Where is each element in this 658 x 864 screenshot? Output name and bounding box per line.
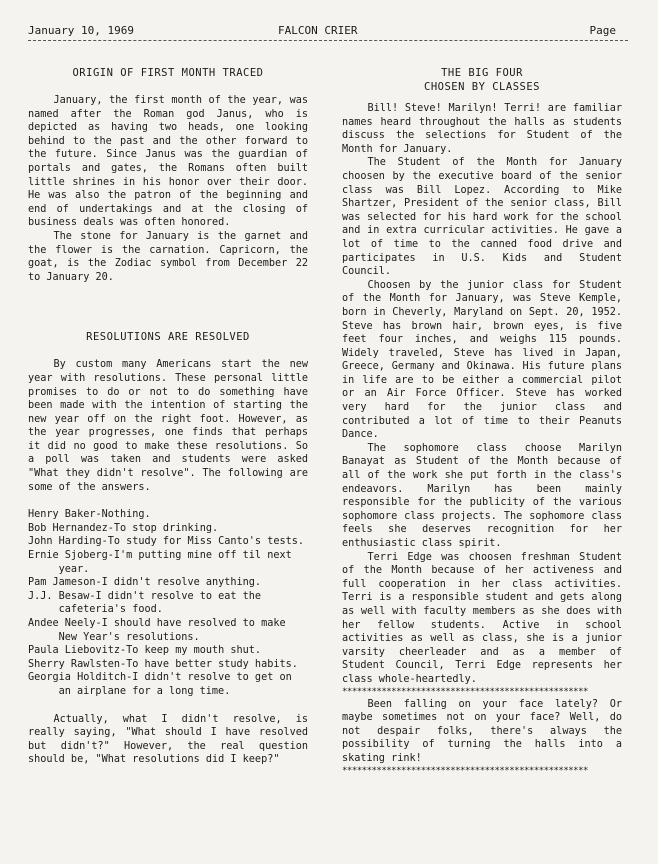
origin-paragraph-1: January, the first month of the year, was named after the Roman god Janus, who is depicted as having two heads, one looking behind to the past and the other forward to the future. Since Janus was the guardian of portals and gates, the Romans often built little shrines in his honor over their door. He was also the patron of the beginning and end of undertakings and at the closing of business deals was often honored. [28,95,308,229]
issue-date: January 10, 1969 [28,24,134,37]
list-item: Sherry Rawlsten-To have better study habits. [28,658,298,670]
list-item: J.J. Besaw-I didn't resolve to eat the cafeteria's food. [28,590,262,616]
list-item: Bob Hernandez-To stop drinking. [28,522,219,534]
big-four-paragraph-2: The Student of the Month for January choosen by the executive board of the senior class was Bill Lopez. According to Mike Shartzer, President of the senior class, Bill was selected for his hard work for the school and in extra curricular activities. He gave a lot of time to the canned food drive and participates in U.S. Kids and Student Council. [342,157,622,278]
origin-paragraph-2: The stone for January is the garnet and the flower is the carnation. Capricorn, the goat, is the Zodiac symbol from December 22 to January 20. [28,230,308,283]
resolutions-paragraph-2: Actually, what I didn't resolve, is really saying, "What should I have resolved but didn't?" However, the real question should be, "What resolutions did I keep?" [28,713,308,766]
big-four-paragraph-1: Bill! Steve! Marilyn! Terri! are familiar names heard throughout the halls as students discuss the selections for Student of the Month for January. [342,103,622,155]
resolution-answers-list [28,508,308,698]
page-header [28,22,628,41]
page-label: Page [589,24,616,37]
list-item: John Harding-To study for Miss Canto's tests. [28,536,305,548]
resolutions-paragraph-1: By custom many Americans start the new year with resolutions. These personal little promises to do or not to do something have been made with the intention of starting the new year off on the right foot. However, as the year progresses, one finds that perhaps it did no good to make these resolutions. So a poll was taken and students were asked "What they didn't resolve". The following are some of the answers. [28,359,308,493]
right-column [342,66,622,777]
newspaper-name: FALCON CRIER [278,24,358,37]
list-item: Pam Jameson-I didn't resolve anything. [28,577,262,589]
list-item: Henry Baker-Nothing. [28,509,151,521]
big-four-paragraph-5: Terri Edge was choosen freshman Student of the Month because of her activeness and full cooperation in her class activities. Terri is a responsible student and gets along as well with faculty members as she does with her fellow students. Active in school activities as well as class, she is a junior varsity cheerleader and as a member of Student Council, Terri Edge represents her class whole-heartedly. [342,551,622,685]
resolutions-article-title: RESOLUTIONS ARE RESOLVED [86,331,250,344]
list-item: Paula Liebovitz-To keep my mouth shut. [28,645,262,657]
big-four-paragraph-3: Choosen by the junior class for Student of the Month for January, was Steve Kemple, born in Cheverly, Maryland on Sept. 20, 1952. Steve has brown hair, brown eyes, is five feet four inches, and weighs 115 pounds. Widely traveled, Steve has lived in Japan, Greece, Germany and Okinawa. His future plans in life are to be either a commercial pilot or an Air Force Officer. Steve has worked very hard for the junior class and contributed a lot of time to their Peanuts Dance. [342,279,622,441]
left-column [28,66,308,767]
big-four-paragraph-4: The sophomore class choose Marilyn Banayat as Student of the Month because of all of the work she put forth in the class's endeavors. Marilyn has been mainly responsible for the publicity of the various sophomore class projects. The sophomore class feels she deserves recognition for her enthusiastic class spirit. [342,442,622,549]
list-item: Georgia Holditch-I didn't resolve to get on an airplane for a long time. [28,672,292,697]
big-four-title-line-1: THE BIG FOUR [441,67,523,79]
filler-paragraph: Been falling on your face lately? Or maybe sometimes not on your face? Well, do not despair folks, there's always the possibility of turning the halls into a skating rink! [342,698,622,764]
origin-article-title: ORIGIN OF FIRST MONTH TRACED [72,67,264,79]
list-item: Ernie Sjoberg-I'm putting mine off til next year. [28,550,292,575]
star-divider: ************************************************** [342,765,588,776]
star-divider: ************************************************** [342,686,588,697]
list-item: Andee Neely-I should have resolved to make New Year's resolutions. [28,618,286,643]
big-four-title-line-2: CHOSEN BY CLASSES [424,81,540,93]
